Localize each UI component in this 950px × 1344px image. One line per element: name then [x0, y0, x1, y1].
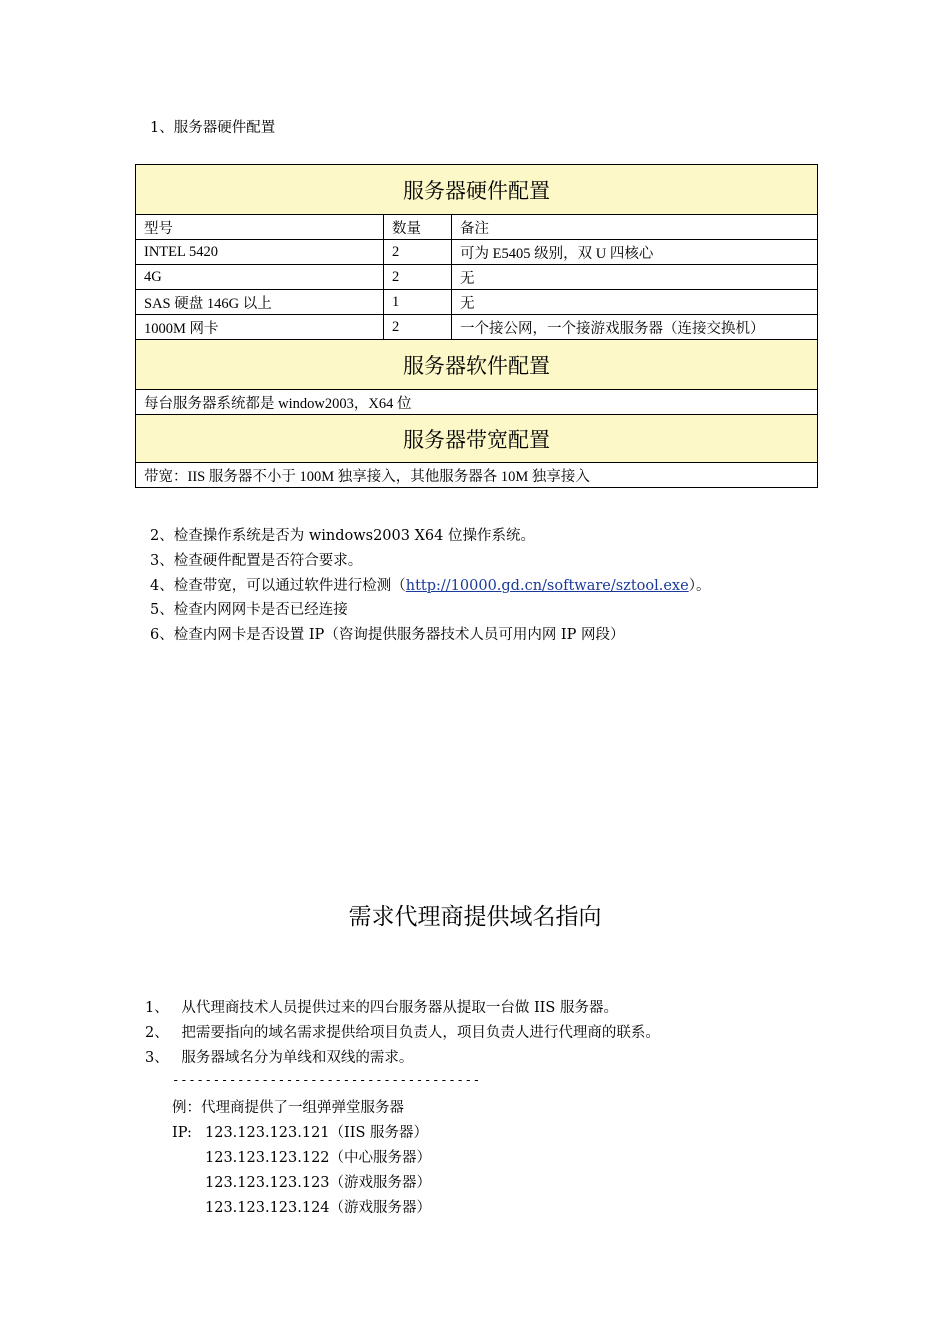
step-1: [145, 998, 618, 1018]
step-text: 服务器域名分为单线和双线的需求。: [181, 1050, 414, 1066]
table-row: [136, 315, 818, 340]
step-number: 2、: [145, 1025, 169, 1041]
hardware-config-table: [135, 164, 818, 488]
section1-title: 1、服务器硬件配置: [150, 120, 276, 136]
step-number: 1、: [145, 1000, 169, 1016]
ip-entry-4: 123.123.123.124（游戏服务器）: [205, 1200, 432, 1216]
check-item-4-prefix: 4、检查带宽，可以通过软件进行检测（: [150, 578, 406, 594]
cell-note: 无: [452, 265, 818, 290]
step-text: 把需要指向的域名需求提供给项目负责人，项目负责人进行代理商的联系。: [181, 1025, 660, 1041]
step-text: 从代理商技术人员提供过来的四台服务器从提取一台做 IIS 服务器。: [181, 1000, 618, 1016]
hardware-header: 服务器硬件配置: [136, 165, 818, 215]
ip-entry-1: 123.123.123.121（IIS 服务器）: [205, 1125, 429, 1141]
check-item-2: 2、检查操作系统是否为 windows2003 X64 位操作系统。: [150, 528, 535, 544]
bandwidth-header: 服务器带宽配置: [136, 415, 818, 463]
cell-model: INTEL 5420: [136, 240, 384, 265]
bandwidth-text: 带宽：IIS 服务器不小于 100M 独享接入，其他服务器各 10M 独享接入: [136, 463, 818, 488]
check-item-4-suffix: ）。: [688, 578, 711, 594]
software-text: 每台服务器系统都是 window2003，X64 位: [136, 390, 818, 415]
cell-qty: 2: [384, 240, 452, 265]
check-item-5: 5、检查内网网卡是否已经连接: [150, 602, 348, 618]
table-row: [136, 265, 818, 290]
divider: --------------------------------------: [172, 1072, 481, 1087]
cell-model: SAS 硬盘 146G 以上: [136, 290, 384, 315]
step-3: [145, 1048, 413, 1068]
cell-qty: 2: [384, 315, 452, 340]
ip-label: IP:: [172, 1125, 192, 1141]
column-model: 型号: [136, 215, 384, 240]
cell-note: 一个接公网，一个接游戏服务器（连接交换机）: [452, 315, 818, 340]
check-item-4: [150, 576, 710, 596]
cell-model: 1000M 网卡: [136, 315, 384, 340]
ip-entry-2: 123.123.123.122（中心服务器）: [205, 1150, 432, 1166]
download-link[interactable]: http://10000.gd.cn/software/sztool.exe: [405, 578, 689, 594]
step-number: 3、: [145, 1050, 169, 1066]
cell-model: 4G: [136, 265, 384, 290]
check-item-6: 6、检查内网卡是否设置 IP（咨询提供服务器技术人员可用内网 IP 网段）: [150, 627, 625, 643]
cell-note: 无: [452, 290, 818, 315]
cell-qty: 2: [384, 265, 452, 290]
check-item-3: 3、检查硬件配置是否符合要求。: [150, 553, 363, 569]
example-intro: 例：代理商提供了一组弹弹堂服务器: [172, 1100, 404, 1116]
cell-qty: 1: [384, 290, 452, 315]
cell-note: 可为 E5405 级别，双 U 四核心: [452, 240, 818, 265]
step-2: [145, 1023, 660, 1043]
ip-entry-3: 123.123.123.123（游戏服务器）: [205, 1175, 432, 1191]
table-row: [136, 290, 818, 315]
table-header-row: [136, 215, 818, 240]
software-header: 服务器软件配置: [136, 340, 818, 390]
column-qty: 数量: [384, 215, 452, 240]
section2-title: 需求代理商提供域名指向: [348, 904, 602, 930]
column-note: 备注: [452, 215, 818, 240]
table-row: [136, 240, 818, 265]
